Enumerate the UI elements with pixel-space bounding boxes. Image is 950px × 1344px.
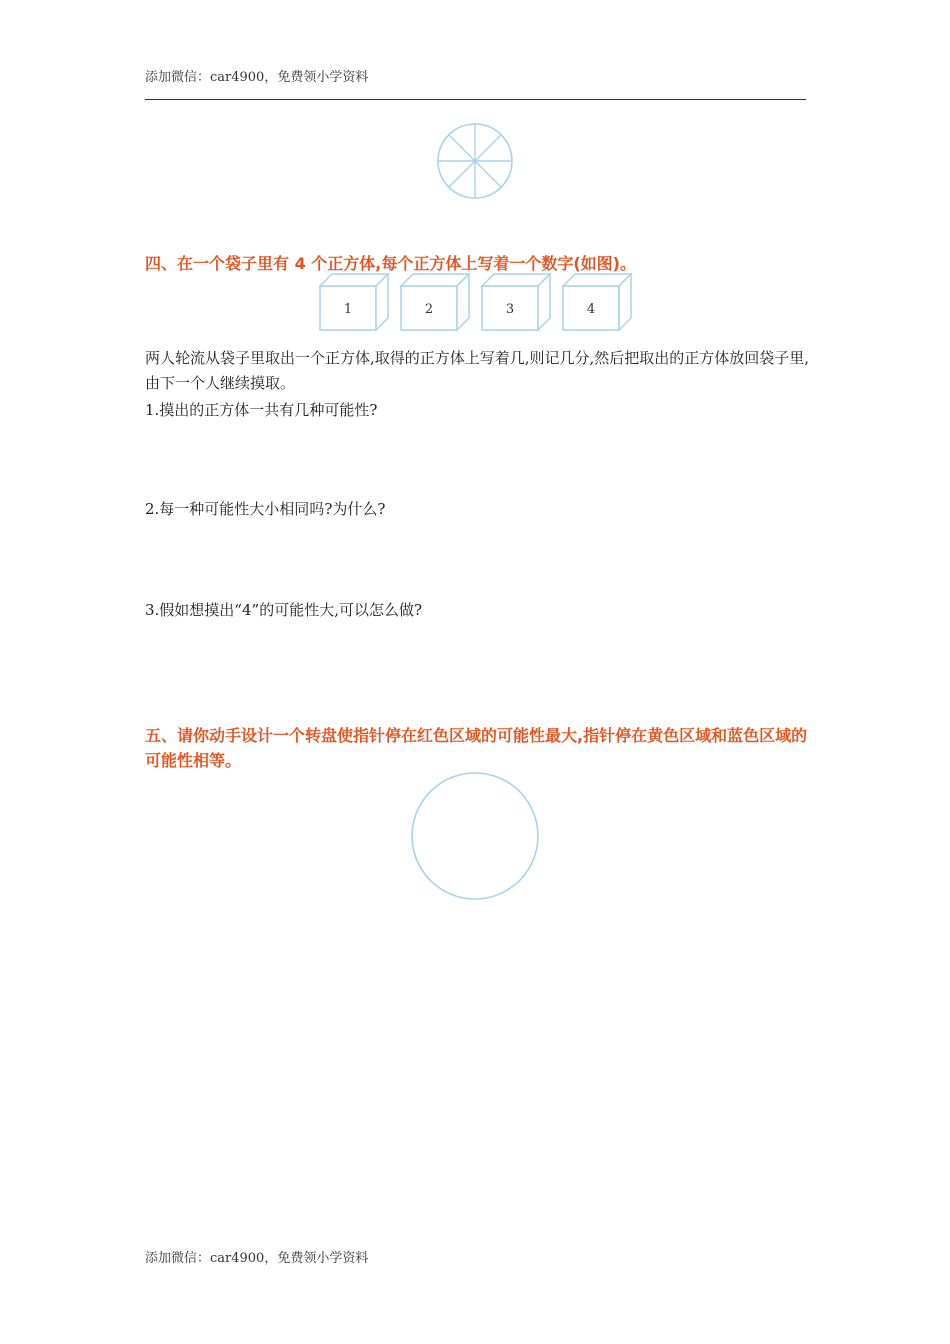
eight-sector-spinner bbox=[436, 122, 516, 202]
cube-1 bbox=[320, 274, 388, 330]
cube-1-label: 1 bbox=[343, 302, 353, 317]
cube-2-label: 2 bbox=[424, 302, 434, 317]
cube-3 bbox=[482, 274, 550, 330]
cube-2 bbox=[401, 274, 469, 330]
cube-3-label: 3 bbox=[505, 302, 515, 317]
cubes-figure bbox=[318, 272, 638, 334]
section-4-intro: 两人轮流从袋子里取出一个正方体,取得的正方体上写着几,则记几分,然后把取出的正方体放回袋子里,由下一个人继续摸取。 bbox=[145, 349, 810, 392]
question-3: 3.假如想摸出“4”的可能性大,可以怎么做? bbox=[145, 601, 423, 619]
section-5-title: 五、请你动手设计一个转盘使指针停在红色区域的可能性最大,指针停在黄色区域和蓝色区域的可能性相等。 bbox=[145, 726, 808, 770]
section-4-title: 四、在一个袋子里有 4 个正方体,每个正方体上写着一个数字(如图)。 bbox=[145, 254, 636, 273]
page-footer: 添加微信：car4900，免费领小学资料 bbox=[145, 1251, 369, 1266]
header-divider bbox=[145, 99, 806, 100]
cube-4-label: 4 bbox=[586, 302, 596, 317]
blank-spinner-circle bbox=[410, 771, 540, 903]
page-header: 添加微信：car4900，免费领小学资料 bbox=[145, 70, 369, 85]
question-1: 1.摸出的正方体一共有几种可能性? bbox=[145, 401, 378, 419]
cube-4 bbox=[563, 274, 631, 330]
question-2: 2.每一种可能性大小相同吗?为什么? bbox=[145, 500, 386, 518]
